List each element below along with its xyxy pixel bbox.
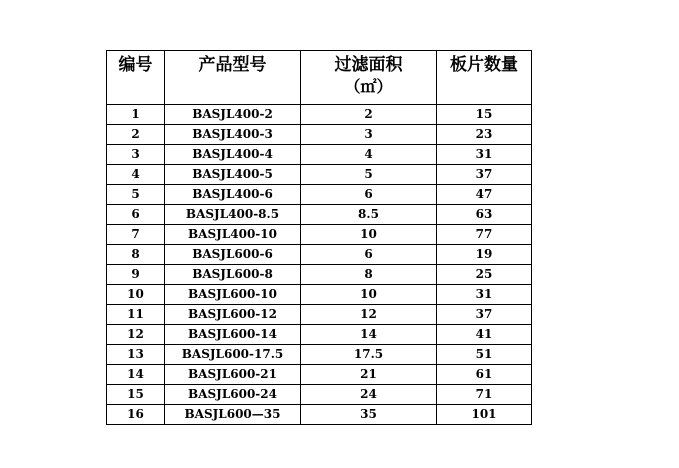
cell-area: 4 [301,145,437,165]
cell-model: BASJL400-10 [165,225,301,245]
cell-model: BASJL600-21 [165,365,301,385]
cell-plates: 47 [437,185,532,205]
cell-area: 2 [301,105,437,125]
cell-no: 4 [107,165,165,185]
cell-model: BASJL400-2 [165,105,301,125]
table-row [107,185,532,205]
cell-plates: 15 [437,105,532,125]
table-row [107,205,532,225]
cell-no: 8 [107,245,165,265]
cell-area: 10 [301,285,437,305]
cell-model: BASJL600-10 [165,285,301,305]
table-row [107,285,532,305]
cell-no: 14 [107,365,165,385]
cell-no: 5 [107,185,165,205]
cell-no: 2 [107,125,165,145]
cell-area: 8 [301,265,437,285]
cell-model: BASJL600—35 [165,405,301,425]
cell-plates: 61 [437,365,532,385]
cell-no: 1 [107,105,165,125]
cell-plates: 37 [437,305,532,325]
table-row [107,345,532,365]
cell-area: 5 [301,165,437,185]
cell-model: BASJL400-3 [165,125,301,145]
header-area-label: 过滤面积 [334,55,403,75]
cell-plates: 51 [437,345,532,365]
cell-model: BASJL400-4 [165,145,301,165]
cell-no: 15 [107,385,165,405]
table-row [107,365,532,385]
table-row [107,225,532,245]
cell-area: 6 [301,185,437,205]
cell-no: 9 [107,265,165,285]
cell-area: 14 [301,325,437,345]
table-row [107,405,532,425]
cell-plates: 77 [437,225,532,245]
cell-plates: 31 [437,285,532,305]
table-row [107,245,532,265]
table-row [107,105,532,125]
table-row [107,325,532,345]
cell-plates: 23 [437,125,532,145]
cell-area: 3 [301,125,437,145]
cell-plates: 63 [437,205,532,225]
cell-plates: 71 [437,385,532,405]
header-model: 产品型号 [165,51,301,105]
table-row [107,385,532,405]
cell-area: 35 [301,405,437,425]
product-spec-table [106,50,532,425]
table-row [107,145,532,165]
cell-model: BASJL600-17.5 [165,345,301,365]
cell-plates: 41 [437,325,532,345]
cell-model: BASJL600-14 [165,325,301,345]
table-header-row [107,51,532,105]
cell-area: 17.5 [301,345,437,365]
table-row [107,265,532,285]
cell-plates: 37 [437,165,532,185]
cell-area: 10 [301,225,437,245]
header-no: 编号 [107,51,165,105]
cell-no: 12 [107,325,165,345]
header-area [301,51,437,105]
cell-area: 8.5 [301,205,437,225]
table-row [107,125,532,145]
cell-area: 6 [301,245,437,265]
table-body [107,105,532,425]
cell-plates: 25 [437,265,532,285]
cell-model: BASJL600-8 [165,265,301,285]
cell-model: BASJL400-5 [165,165,301,185]
cell-model: BASJL600-6 [165,245,301,265]
cell-area: 24 [301,385,437,405]
cell-model: BASJL600-24 [165,385,301,405]
cell-area: 21 [301,365,437,385]
cell-no: 13 [107,345,165,365]
cell-area: 12 [301,305,437,325]
cell-plates: 101 [437,405,532,425]
cell-no: 3 [107,145,165,165]
cell-model: BASJL400-8.5 [165,205,301,225]
cell-no: 10 [107,285,165,305]
cell-no: 7 [107,225,165,245]
header-area-unit: （㎡） [344,77,393,96]
table-row [107,165,532,185]
table-row [107,305,532,325]
cell-model: BASJL600-12 [165,305,301,325]
cell-no: 11 [107,305,165,325]
cell-plates: 19 [437,245,532,265]
header-plates: 板片数量 [437,51,532,105]
cell-model: BASJL400-6 [165,185,301,205]
cell-no: 16 [107,405,165,425]
cell-plates: 31 [437,145,532,165]
cell-no: 6 [107,205,165,225]
